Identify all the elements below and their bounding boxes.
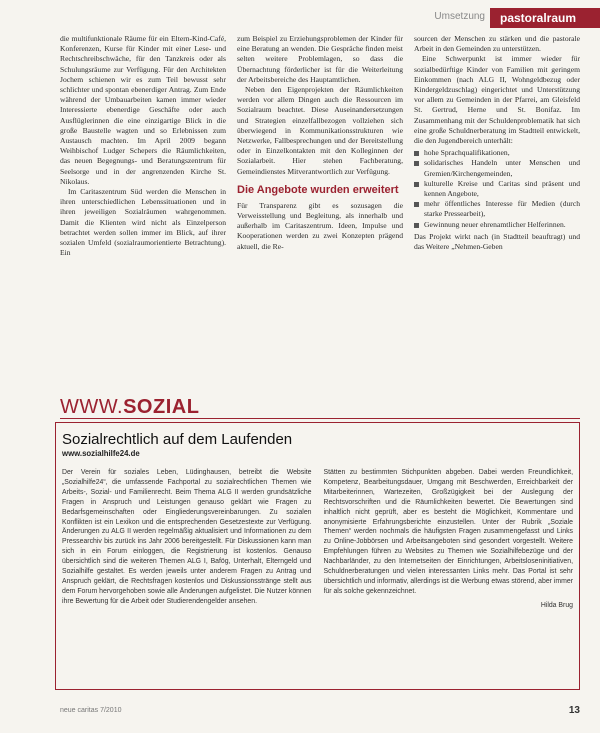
divider: [60, 418, 580, 419]
author: Hilda Brug: [540, 601, 573, 609]
box-url: www.sozialhilfe24.de: [62, 449, 140, 458]
paragraph: Für Transparenz gibt es sozusagen die Verweisstellung und Begleitung, als innerhalb und außerhalb im Caritaszentrum. Ideen, Impulse und Kooperationen werden zu zwei Konzepten prägend aktuell, die Re-: [237, 200, 403, 251]
box-column-left: [62, 468, 312, 654]
page-footer: [60, 705, 580, 719]
list-item: hohe Sprachqualifikationen,: [414, 148, 580, 158]
bullet-list: [414, 148, 580, 230]
list-item: Gewinnung neuer ehrenamtlicher Helferinnen.: [414, 220, 580, 230]
paragraph: Im Caritaszentrum Süd werden die Menschen in ihren unterschiedlichen Lebenssituationen und in ihren jeweiligen Sozialräumen wahrgenommen. Damit die Klienten wird nicht als Einzelperson betrachtet werden sollen immer im Blick, auf ihrer sozialen Umfeld (sozialraumorientierte Betrachtung). Ein: [60, 187, 226, 258]
paragraph: zum Beispiel zu Erziehungsproblemen der Kinder für eine Beratung an wenden. Die Gespräche finden meist selten weitere Problemlagen, so dass die Übernachtung förderlicher ist für die Weiterleitung der Arbeitsbereiche des Hauptamtlichen.: [237, 34, 403, 84]
box-columns: [62, 468, 573, 654]
paragraph: Der Verein für soziales Leben, Lüdinghausen, betreibt die Website „Sozialhilfe24“, die umfassende Fachportal zu sozialrechtlichen Themen wie Arbeits-, Sozial- und Familienrecht. Beim Thema ALG II werden grundsätzliche Fragen in Anspruch und Leistungen genauso geklärt wie Fragen zu Bedarfsgemeinschaften oder Eingliederungsvereinbarungen. Zu sozialen Konflikten ist ein Lexikon und die entsprechenden Gesetzestexte zur Verfügung. Änderungen zu ALG II werden regelmäßig aktualisiert und Informationen zu dem Pressearchiv bis zurück ins Jahr 2006 bereitgestellt. Für Diskussionen kann man sich in ein Forum einloggen, die Registrierung ist kostenlos. Genauso übersichtlich sind die weiteren Themen ALG I, Bafög, Unterhalt, Elterngeld und Sozialhilfe gestaltet. Es werden jeweils unter anderem Fragen zu Antrag und Anspruch geklärt, die Rechtsfragen kostenlos und Diskussionsstränge stellt aus dem Forum hervorgehoben sowie alle Änderungen aufgelistet. Die Nutzer können ihre Bewertung für die Arbeit oder Studierendengelder ansehen.: [62, 469, 312, 605]
list-item: solidarisches Handeln unter Menschen und Gremien/Kirchengemeinden,: [414, 158, 580, 178]
publication-name: neue caritas 7/2010: [60, 707, 122, 714]
section-label: Umsetzung: [434, 11, 485, 22]
info-box: [55, 422, 580, 690]
column-1: [60, 34, 226, 384]
paragraph: Das Projekt wirkt nach (in Stadtteil beauftragt) und das Weitere „Nehmen-Geben: [414, 231, 580, 252]
list-item: kulturelle Kreise und Caritas sind präsent und kennen Angebote,: [414, 179, 580, 199]
section-badge: pastoralraum: [490, 8, 600, 28]
column-3: [414, 34, 580, 384]
www-sozial-title: [60, 396, 199, 419]
paragraph: die multifunktionale Räume für ein Eltern-Kind-Café, Konferenzen, Kurse für Kinder mit einer Lese- und Rechtschreibschwäche, für den Tanzkreis oder als Schulungsräume zur Verfügung. Für den Architekten Jochem schienen wir es zum Teil bewusst sehr schlichter und spontan ebenerdiger Antrag. Zum Ende während der Umbauarbeiten kamen immer wieder Interessierte ebenerdige Geschäfte oder auch Ausflüglerinnen die eine einzigartige Blick in die große Baustelle wagten und so Erlebnissen zum Austausch machten. Im April 2009 begann Weihbischof Ludger Schepers die Räumlichkeiten, das neuen Begegnungs- und Beratungszentrum für Seelsorge und in der angrenzenden Kirche St. Nikolaus.: [60, 34, 226, 186]
www-bold: SOZIAL: [123, 396, 200, 418]
column-2: [237, 34, 403, 384]
www-prefix: WWW.: [60, 396, 124, 418]
paragraph: Eine Schwerpunkt ist immer wieder für sozialbedürftige Kinder von Familien mit geringem Einkommen (nach ALG II, Wohngeldbezug oder Kindergeldzuschlag) eingerichtet und Unterstützung vor allem zu Gemeinden in der Pfarrei, am Gleisfeld St. Gertrud, Herne und St. Bonifaz. Im Zusammenhang mit der Schuldenproblematik hat sich eine große Schuldnerberatung im Stadtteil entwickelt, die den Jugendbereich unterhält:: [414, 54, 580, 146]
page-header: [0, 8, 600, 28]
box-column-right: [324, 468, 574, 654]
paragraph: sourcen der Menschen zu stärken und die pastorale Arbeit in den Gemeinden zu unterstützen.: [414, 34, 580, 54]
page-number: 13: [568, 705, 580, 716]
paragraph: Stätten zu bestimmten Stichpunkten abgeben. Dabei werden Freundlichkeit, Kompetenz, Bearbeitungsdauer, Umgang mit Beschwerden, Erreichbarkeit der Mitarbeiterinnen, Wartezeiten, Großzügigkeit bei der Auslegung der Rechtsvorschriften und die Räumlichkeiten bewertet. Die Bewertungen sind inhaltlich nicht geprüft, aber es besteht die Möglichkeit, Kommentare und anonymisierte Erfahrungsberichte einzustellen. Unter der Rubrik „Soziale Themen“ werden nochmals die häufigsten Fragen zusammengefasst und Links zu Online-Jobbörsen und Arbeitsangeboten sind gesondert vorgestellt. Weitere Empfehlungen führen zu Websites zu Themen wie Sozialhilfebezüge und der Nachbarländer, zu den Internetseiten der Einrichtungen, Arbeitsloseninitiativen, Schuldnerberatungen und vielen interessanten Links mehr. Das Portal ist sehr übersichtlich und informativ, allerdings ist die Werbung etwas störend, aber immer für als solche gekennzeichnet.: [323, 469, 573, 595]
box-title: Sozialrechtlich auf dem Laufenden: [62, 431, 293, 448]
article-columns: [60, 34, 580, 384]
paragraph: Neben den Eigenprojekten der Räumlichkeiten werden vor allem Dingen auch die Ressourcen im Sozialraum beachtet. Diese Auseinandersetzungen und Strategien einzelfallbezogen vollziehen sich überwiegend in Kommunikationsstrukturen wie Netzwerke, Fallbesprechungen und der Bereitstellung oder in Einzelkontakten mit den Kolleginnen der Sozialarbeit. Hier stehen Fachberatung, Gemeindienstes Mitverantwortlich zur Verfügung.: [237, 85, 403, 176]
list-item: mehr öffentliches Interesse für Medien (durch starke Pressearbeit),: [414, 199, 580, 219]
subheading: Die Angebote wurden erweitert: [237, 183, 399, 196]
